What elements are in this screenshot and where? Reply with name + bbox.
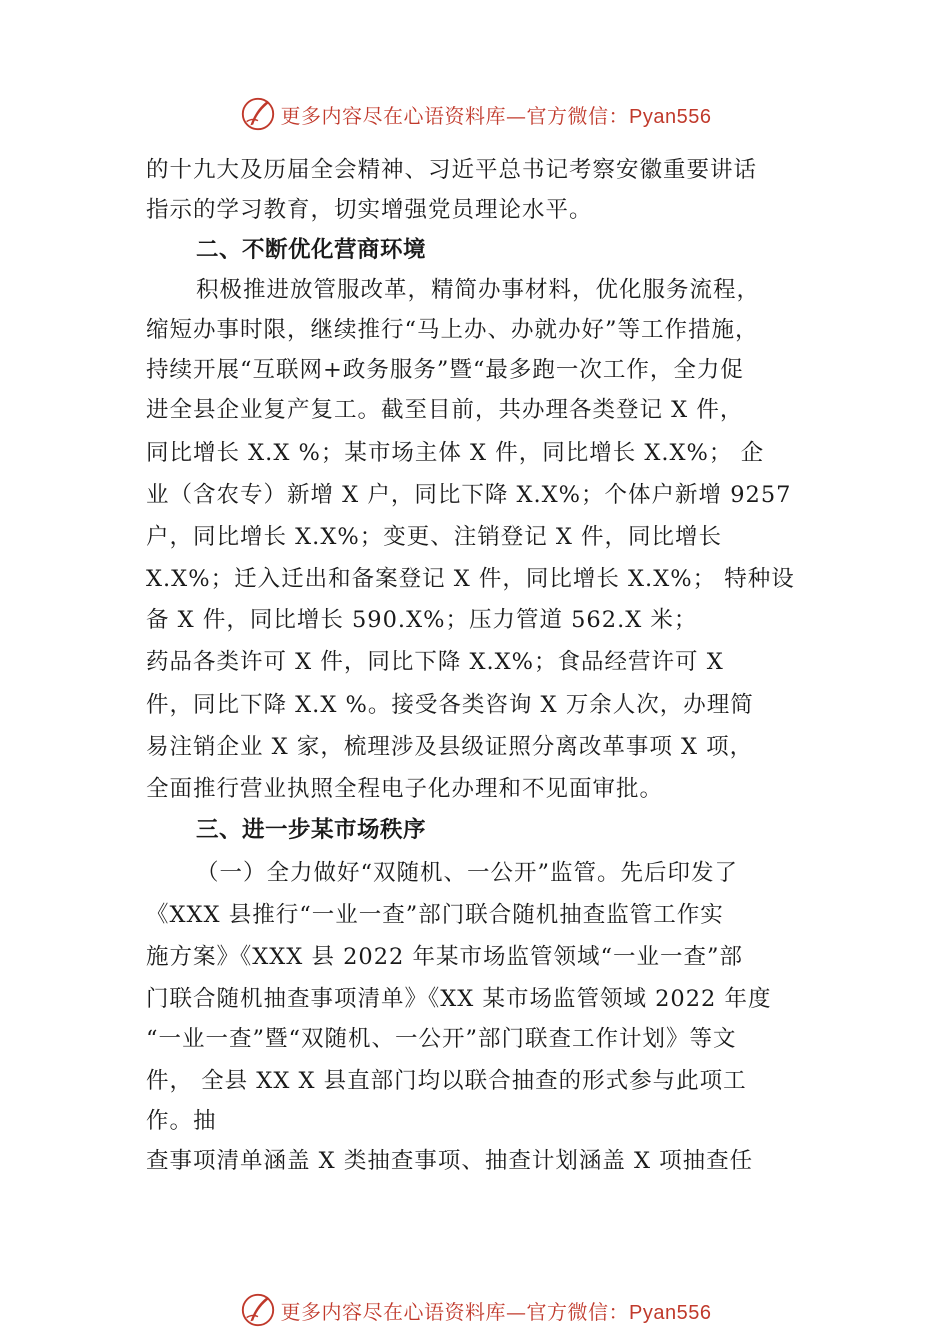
header-banner: [0, 94, 950, 134]
subsection-heading: （一）全力做好“双随机、一公开”监管。先后印发了: [196, 860, 739, 886]
text-line: 全面推行营业执照全程电子化办理和不见面审批。: [146, 776, 664, 802]
text-line: 作。抽: [146, 1108, 217, 1134]
text-line: 门联合随机抽查事项清单》《XX 某市场监管领域 2022 年度: [146, 986, 772, 1012]
header-wechat-id: Pyan556: [629, 105, 712, 128]
quill-logo-icon: [239, 1291, 277, 1329]
text-line: 缩短办事时限，继续推行“马上办、办就办好”等工作措施，: [146, 317, 759, 343]
quill-logo-icon: [239, 95, 277, 133]
text-line: 件，同比下降 X.X %。接受各类咨询 X 万余人次，办理简: [146, 692, 754, 718]
text-line: 户，同比增长 X.X%；变更、注销登记 X 件，同比增长: [146, 524, 723, 550]
header-banner-text: 更多内容尽在心语资料库—官方微信：Pyan556: [280, 103, 712, 128]
section-heading: 二、不断优化营商环境: [196, 237, 427, 263]
text-line: X.X%；迁入迁出和备案登记 X 件，同比增长 X.X%； 特种设: [146, 566, 795, 592]
text-line: 备 X 件，同比增长 590.X%；压力管道 562.X 米；: [146, 607, 698, 633]
text-line: 持续开展“互联网+政务服务”暨“最多跑一次工作，全力促: [146, 357, 744, 383]
text-line: 易注销企业 X 家，梳理涉及县级证照分离改革事项 X 项，: [146, 734, 754, 760]
text-line: 的十九大及历届全会精神、习近平总书记考察安徽重要讲话: [146, 157, 758, 183]
text-line: 进全县企业复产复工。截至目前，共办理各类登记 X 件，: [146, 397, 744, 423]
paragraph-start: 积极推进放管服改革，精简办事材料，优化服务流程，: [196, 277, 761, 303]
text-line: 药品各类许可 X 件，同比下降 X.X%；食品经营许可 X: [146, 649, 724, 675]
text-line: 同比增长 X.X %；某市场主体 X 件，同比增长 X.X%； 企: [146, 440, 765, 466]
footer-wechat-id: Pyan556: [629, 1301, 712, 1324]
text-line: 件， 全县 XX X 县直部门均以联合抽查的形式参与此项工: [146, 1068, 747, 1094]
text-line: 业（含农专）新增 X 户，同比下降 X.X%；个体户新增 9257: [146, 482, 792, 508]
footer-banner: [0, 1290, 950, 1330]
footer-banner-text: 更多内容尽在心语资料库—官方微信：Pyan556: [280, 1299, 712, 1324]
text-line: 《XXX 县推行“一业一查”部门联合随机抽查监管工作实: [146, 902, 724, 928]
text-line: “一业一查”暨“双随机、一公开”部门联查工作计划》等文: [146, 1026, 737, 1052]
section-heading: 三、进一步某市场秩序: [196, 817, 427, 843]
text-line: 指示的学习教育，切实增强党员理论水平。: [146, 197, 593, 223]
text-line: 查事项清单涵盖 X 类抽查事项、抽查计划涵盖 X 项抽查任: [146, 1148, 754, 1174]
text-line: 施方案》《XXX 县 2022 年某市场监管领域“一业一查”部: [146, 944, 744, 970]
